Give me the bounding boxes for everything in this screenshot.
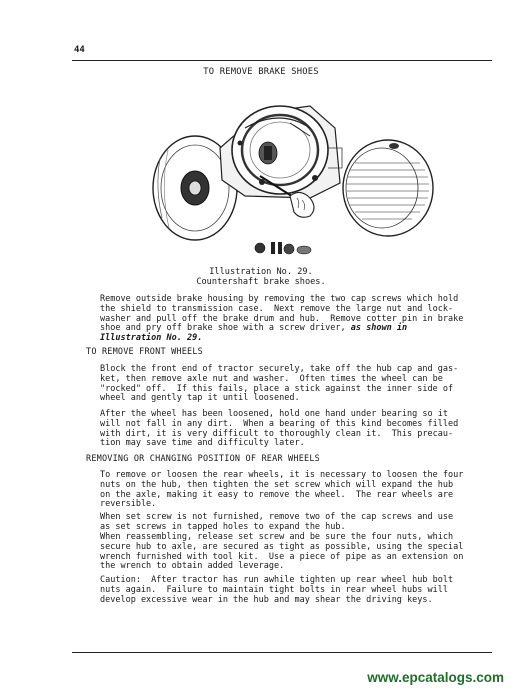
small-parts-drawing [255, 242, 311, 254]
brake-line-1: Remove outside brake housing by removing the two cap screws which hold [100, 294, 459, 304]
page-number: 44 [74, 45, 85, 55]
footer-rule [72, 652, 492, 653]
front-wheels-paragraph-2: After the wheel has been loosened, hold one hand under bearing so it will not fall in any dirt. When a bearing of this kind becomes filled with dirt, it is very difficult to thoroughly clean it. This precau- tion may save time and difficulty later. [100, 409, 459, 449]
front-wheels-paragraph-1: Block the front end of tractor securely, take off the hub cap and gas- ket, then remove axle nut and washer. Often times the wheel can be "rocked" off. If this fails, place a stick against the inner side of wheel and gently tap it until loosened. [100, 364, 459, 404]
brake-line-2: the shield to transmission case. Next remove the large nut and lock- [100, 303, 454, 314]
brake-drum-drawing [343, 140, 433, 236]
watermark-link[interactable]: www.epcatalogs.com [367, 670, 504, 685]
brake-paragraph [100, 295, 463, 344]
page-title: TO REMOVE BRAKE SHOES [203, 67, 319, 77]
illustration-caption-number: Illustration No. 29. [209, 267, 313, 277]
header-rule [72, 60, 492, 61]
brake-line-3: washer and pull off the brake drum and hub. Remove cotter pin in brake [100, 313, 464, 324]
rear-wheels-paragraph-1: To remove or loosen the rear wheels, it is necessary to loosen the four nuts on the hub, then tighten the set screw which will expand the hub on the axle, making it easy to remove the wheel. The rear wheels are reversible. [100, 470, 464, 510]
rear-wheels-heading: REMOVING OR CHANGING POSITION OF REAR WHEELS [86, 454, 320, 464]
brake-assembly-drawing [220, 106, 342, 198]
rear-wheels-caution: Caution: After tractor has run awhile tighten up rear wheel hub bolt nuts again. Failure to maintain tight bolts in rear wheel hubs will develop excessive wear in the hub and may shear the driving keys. [100, 575, 454, 605]
rear-wheels-paragraph-3: When reassembling, release set screw and be sure the four nuts, which secure hub to axle, are secured as tight as possible, using the special wrench furnished with tool kit. Use a piece of pipe as an extension on the wrench to obtain added leverage. [100, 532, 464, 572]
front-wheels-heading: TO REMOVE FRONT WHEELS [86, 347, 203, 357]
brake-shoes-illustration [150, 88, 436, 270]
brake-italic-reference-b: Illustration No. 29. [100, 333, 203, 344]
brake-line-4: shoe and pry off brake shoe with a screw driver, [100, 323, 346, 334]
brake-italic-reference-a: as shown in [350, 323, 408, 334]
illustration-caption-text: Countershaft brake shoes. [196, 277, 326, 287]
rear-wheels-paragraph-2: When set screw is not furnished, remove two of the cap screws and use as set screws in tapped holes to expand the hub. [100, 512, 454, 532]
